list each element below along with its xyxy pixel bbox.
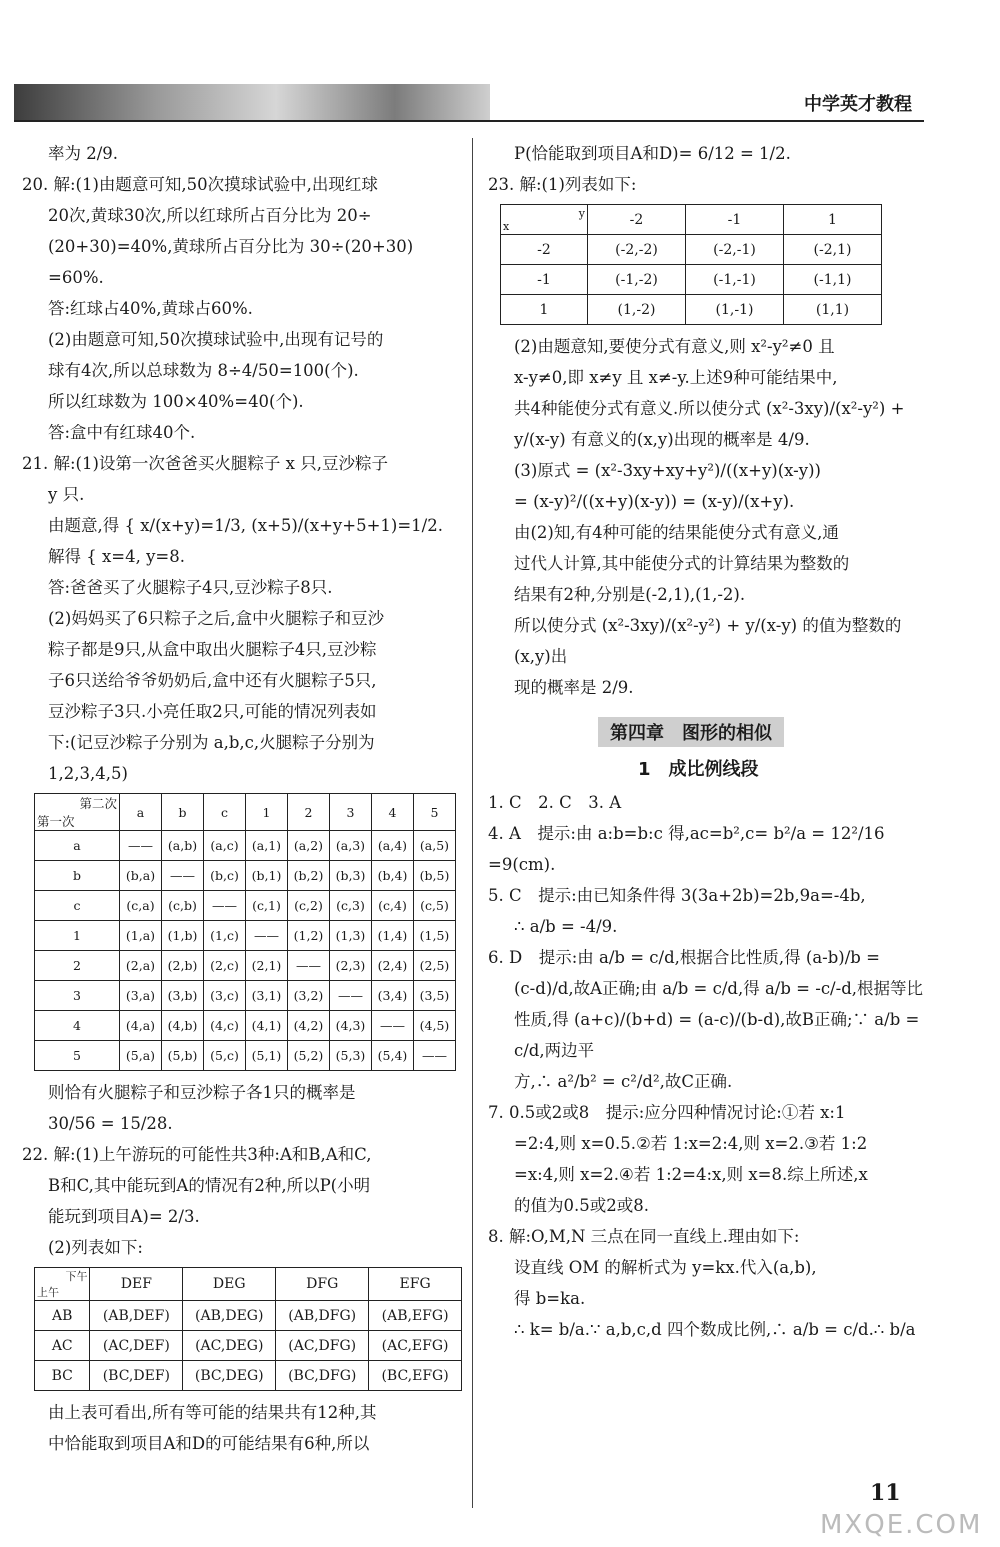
text-line: 答:爸爸买了火腿粽子4只,豆沙粽子8只. xyxy=(48,578,333,597)
table-cell: (2,1) xyxy=(246,951,288,981)
text-line: 答:盒中有红球40个. xyxy=(48,423,196,442)
table-cell: (-2,1) xyxy=(784,235,882,265)
text-line: 球有4次,所以总球数为 8÷4/50=100(个). xyxy=(48,361,359,380)
column-header: 4 xyxy=(372,794,414,831)
text-line: B和C,其中能玩到A的情况有2种,所以P(小明 xyxy=(48,1176,371,1195)
table-row xyxy=(35,891,456,921)
table-cell: (2,4) xyxy=(372,951,414,981)
table-cell: (3,a) xyxy=(120,981,162,1011)
table-cell: (3,2) xyxy=(288,981,330,1011)
table-cell: (c,2) xyxy=(288,891,330,921)
table-cell: (4,c) xyxy=(204,1011,246,1041)
table-cell: (3,b) xyxy=(162,981,204,1011)
table-q23 xyxy=(500,204,882,325)
text-line: 结果有2种,分别是(-2,1),(1,-2). xyxy=(514,585,746,604)
table-cell: (c,3) xyxy=(330,891,372,921)
table-cell: (1,b) xyxy=(162,921,204,951)
table-cell: —— xyxy=(120,831,162,861)
table-cell: (5,4) xyxy=(372,1041,414,1071)
row-header: -2 xyxy=(501,235,588,265)
text-line: 由上表可看出,所有等可能的结果共有12种,其 xyxy=(48,1403,377,1422)
row-header: BC xyxy=(35,1361,90,1391)
text-line: 中恰能取到项目A和D的可能结果有6种,所以 xyxy=(48,1434,370,1453)
column-header: 3 xyxy=(330,794,372,831)
table-cell: (5,c) xyxy=(204,1041,246,1071)
table-row xyxy=(35,951,456,981)
table-cell: (1,2) xyxy=(288,921,330,951)
text-line: 5. C 提示:由已知条件得 3(3a+2b)=2b,9a=-4b, xyxy=(488,886,866,905)
text-line: 所以使分式 (x²-3xy)/(x²-y²) + y/(x-y) 的值为整数的(x,y)出 xyxy=(514,616,902,666)
text-line: 设直线 OM 的解析式为 y=kx.代入(a,b), xyxy=(514,1258,817,1277)
table-row xyxy=(35,981,456,1011)
column-header: b xyxy=(162,794,204,831)
row-header: 3 xyxy=(35,981,120,1011)
table-cell: (b,c) xyxy=(204,861,246,891)
table-cell: (3,1) xyxy=(246,981,288,1011)
table-cell: (3,5) xyxy=(414,981,456,1011)
table-row xyxy=(501,235,882,265)
row-header: 2 xyxy=(35,951,120,981)
text-line: 6. D 提示:由 a/b = c/d,根据合比性质,得 (a-b)/b = xyxy=(488,948,880,967)
column-header: -2 xyxy=(588,205,686,235)
column-header: 1 xyxy=(784,205,882,235)
table-row xyxy=(501,295,882,325)
text-line: (2)列表如下: xyxy=(48,1238,143,1257)
text-line: (2)由题意可知,50次摸球试验中,出现有记号的 xyxy=(48,330,384,349)
table-cell: —— xyxy=(246,921,288,951)
watermark: MXQE.COM xyxy=(820,1510,983,1540)
text-line: 答:红球占40%,黄球占60%. xyxy=(48,299,253,318)
table-row xyxy=(35,831,456,861)
row-header: b xyxy=(35,861,120,891)
column-header: c xyxy=(204,794,246,831)
table-cell: (3,4) xyxy=(372,981,414,1011)
text-line: P(恰能取到项目A和D)= 6/12 = 1/2. xyxy=(514,144,791,163)
table-cell: (c,4) xyxy=(372,891,414,921)
row-header: -1 xyxy=(501,265,588,295)
table-cell: (1,4) xyxy=(372,921,414,951)
table-row xyxy=(35,1331,462,1361)
table-cell: (2,a) xyxy=(120,951,162,981)
text-line: 子6只送给爷爷奶奶后,盒中还有火腿粽子5只, xyxy=(48,671,377,690)
row-header: 1 xyxy=(501,295,588,325)
table-cell: (4,3) xyxy=(330,1011,372,1041)
table-cell: (AB,DEG) xyxy=(183,1301,276,1331)
table-cell: (1,3) xyxy=(330,921,372,951)
table-row xyxy=(35,1301,462,1331)
right-column xyxy=(488,138,928,1345)
table-cell: (c,b) xyxy=(162,891,204,921)
row-header: 5 xyxy=(35,1041,120,1071)
table-cell: (a,1) xyxy=(246,831,288,861)
table-cell: (5,3) xyxy=(330,1041,372,1071)
text-line: 1,2,3,4,5) xyxy=(48,764,128,783)
text-line: 7. 0.5或2或8 提示:应分四种情况讨论:①若 x:1 xyxy=(488,1103,846,1122)
column-header: 1 xyxy=(246,794,288,831)
table-cell: —— xyxy=(414,1041,456,1071)
table-cell: (a,4) xyxy=(372,831,414,861)
table-cell: (BC,DFG) xyxy=(276,1361,369,1391)
table-cell: (b,2) xyxy=(288,861,330,891)
left-text-block-3 xyxy=(22,1397,462,1459)
text-line: 30/56 = 15/28. xyxy=(48,1114,173,1133)
table-cell: (2,b) xyxy=(162,951,204,981)
text-line: 23. 解:(1)列表如下: xyxy=(488,175,637,194)
text-line: 得 b=ka. xyxy=(514,1289,586,1308)
table-cell: (-2,-2) xyxy=(588,235,686,265)
text-line: x-y≠0,即 x≠y 且 x≠-y.上述9种可能结果中, xyxy=(514,368,838,387)
table-cell: (1,-2) xyxy=(588,295,686,325)
table-cell: (4,a) xyxy=(120,1011,162,1041)
table-cell: (AC,EFG) xyxy=(369,1331,462,1361)
table-cell: (a,5) xyxy=(414,831,456,861)
table-cell: —— xyxy=(204,891,246,921)
text-line: 8. 解:O,M,N 三点在同一直线上.理由如下: xyxy=(488,1227,800,1246)
table-cell: (b,4) xyxy=(372,861,414,891)
column-header: a xyxy=(120,794,162,831)
row-header: 4 xyxy=(35,1011,120,1041)
text-line: 所以红球数为 100×40%=40(个). xyxy=(48,392,304,411)
row-header: AB xyxy=(35,1301,90,1331)
text-line: =60%. xyxy=(48,268,104,287)
table-cell: (AB,DFG) xyxy=(276,1301,369,1331)
text-line: 过代人计算,其中能使分式的计算结果为整数的 xyxy=(514,554,850,573)
table-cell: (5,b) xyxy=(162,1041,204,1071)
text-line: 粽子都是9只,从盒中取出火腿粽子4只,豆沙粽 xyxy=(48,640,377,659)
text-line: 21. 解:(1)设第一次爸爸买火腿粽子 x 只,豆沙粽子 xyxy=(22,454,388,473)
table-cell: (1,a) xyxy=(120,921,162,951)
table-cell: (2,c) xyxy=(204,951,246,981)
table-cell: (AC,DFG) xyxy=(276,1331,369,1361)
table-cell: (a,b) xyxy=(162,831,204,861)
text-line: 豆沙粽子3只.小亮任取2只,可能的情况列表如 xyxy=(48,702,377,721)
table-cell: (-1,1) xyxy=(784,265,882,295)
table-cell: (-1,-2) xyxy=(588,265,686,295)
column-header: DEG xyxy=(183,1268,276,1301)
table-cell: (AB,DEF) xyxy=(90,1301,183,1331)
header-title: 中学英才教程 xyxy=(804,94,912,115)
column-header: EFG xyxy=(369,1268,462,1301)
corner-bottom-label: x xyxy=(503,219,510,233)
text-line: 性质,得 (a+c)/(b+d) = (a-c)/(b-d),故B正确;∵ a/b = c/d,两边平 xyxy=(514,1010,920,1060)
table-row xyxy=(35,1041,456,1071)
text-line: 的值为0.5或2或8. xyxy=(514,1196,649,1215)
table-cell: (5,1) xyxy=(246,1041,288,1071)
text-line: =2:4,则 x=0.5.②若 1:x=2:4,则 x=2.③若 1:2 xyxy=(514,1134,868,1153)
table-row xyxy=(35,861,456,891)
table-cell: (b,5) xyxy=(414,861,456,891)
text-line: 由题意,得 { x/(x+y)=1/3, (x+5)/(x+y+5+1)=1/2. 解得 { x=4, y=8. xyxy=(48,516,443,566)
text-line: 能玩到项目A)= 2/3. xyxy=(48,1207,200,1226)
table-cell: (4,b) xyxy=(162,1011,204,1041)
table-cell: (1,1) xyxy=(784,295,882,325)
text-line: 由(2)知,有4种可能的结果能使分式有意义,通 xyxy=(514,523,839,542)
text-line: ∴ a/b = -4/9. xyxy=(514,917,618,936)
text-line: (2)由题意知,要使分式有意义,则 x²-y²≠0 且 xyxy=(514,337,835,356)
table-corner-cell xyxy=(501,205,588,235)
row-header: 1 xyxy=(35,921,120,951)
table-cell: (c,1) xyxy=(246,891,288,921)
page-number: 11 xyxy=(870,1480,901,1506)
table-q21 xyxy=(34,793,456,1071)
text-line: 4. A 提示:由 a:b=b:c 得,ac=b²,c= b²/a = 12²/16 =9(cm). xyxy=(488,824,885,874)
table-cell: (1,c) xyxy=(204,921,246,951)
text-line: =x:4,则 x=2.④若 1:2=4:x,则 x=8.综上所述,x xyxy=(514,1165,868,1184)
text-line: 22. 解:(1)上午游玩的可能性共3种:A和B,A和C, xyxy=(22,1145,372,1164)
column-header: DEF xyxy=(90,1268,183,1301)
table-corner-cell xyxy=(35,1268,90,1301)
table-cell: (b,3) xyxy=(330,861,372,891)
chapter-title: 第四章 图形的相似 xyxy=(598,717,784,747)
corner-top-label: 下午 xyxy=(65,1270,88,1283)
table-row xyxy=(501,265,882,295)
text-line: 则恰有火腿粽子和豆沙粽子各1只的概率是 xyxy=(48,1083,356,1102)
table-cell: (5,2) xyxy=(288,1041,330,1071)
table-cell: (-2,-1) xyxy=(686,235,784,265)
text-line: (c-d)/d,故A正确;由 a/b = c/d,得 a/b = -c/-d,根据等比 xyxy=(514,979,923,998)
table-cell: —— xyxy=(162,861,204,891)
table-cell: (1,-1) xyxy=(686,295,784,325)
table-cell: (BC,DEG) xyxy=(183,1361,276,1391)
table-cell: (b,1) xyxy=(246,861,288,891)
table-cell: (c,a) xyxy=(120,891,162,921)
table-cell: (2,3) xyxy=(330,951,372,981)
table-cell: (AB,EFG) xyxy=(369,1301,462,1331)
column-header: -1 xyxy=(686,205,784,235)
section-title: 1 成比例线段 xyxy=(638,759,759,780)
table-cell: —— xyxy=(288,951,330,981)
column-header: DFG xyxy=(276,1268,369,1301)
text-line: 共4种能使分式有意义.所以使分式 (x²-3xy)/(x²-y²) + xyxy=(514,399,905,418)
table-cell: (4,1) xyxy=(246,1011,288,1041)
table-corner-cell xyxy=(35,794,120,831)
text-line: 率为 2/9. xyxy=(48,144,119,163)
column-header: 2 xyxy=(288,794,330,831)
table-cell: (-1,-1) xyxy=(686,265,784,295)
table-cell: (BC,EFG) xyxy=(369,1361,462,1391)
table-cell: (BC,DEF) xyxy=(90,1361,183,1391)
corner-bottom-label: 上午 xyxy=(37,1286,59,1299)
corner-top-label: y xyxy=(578,206,585,220)
corner-bottom-label: 第一次 xyxy=(37,814,75,829)
text-line: (2)妈妈买了6只粽子之后,盒中火腿粽子和豆沙 xyxy=(48,609,385,628)
corner-top-label: 第二次 xyxy=(79,796,117,811)
header-decoration xyxy=(14,84,490,122)
left-text-block-1 xyxy=(22,138,462,789)
column-header: 5 xyxy=(414,794,456,831)
table-cell: (3,c) xyxy=(204,981,246,1011)
table-row xyxy=(35,1011,456,1041)
text-line: y/(x-y) 有意义的(x,y)出现的概率是 4/9. xyxy=(514,430,810,449)
table-cell: (AC,DEG) xyxy=(183,1331,276,1361)
text-line: 方,∴ a²/b² = c²/d²,故C正确. xyxy=(514,1072,733,1091)
right-text-block-3 xyxy=(488,787,928,1345)
table-cell: (AC,DEF) xyxy=(90,1331,183,1361)
left-text-block-2 xyxy=(22,1077,462,1263)
text-line: (3)原式 = (x²-3xy+xy+y²)/((x+y)(x-y)) xyxy=(514,461,821,480)
text-line: y 只. xyxy=(48,485,85,504)
table-cell: (a,3) xyxy=(330,831,372,861)
header-rule xyxy=(14,120,924,122)
left-column xyxy=(22,138,462,1459)
table-cell: (c,5) xyxy=(414,891,456,921)
row-header: c xyxy=(35,891,120,921)
table-row xyxy=(35,921,456,951)
row-header: a xyxy=(35,831,120,861)
text-line: (20+30)=40%,黄球所占百分比为 30÷(20+30) xyxy=(48,237,414,256)
text-line: ∴ k= b/a.∵ a,b,c,d 四个数成比例,∴ a/b = c/d.∴ b/a xyxy=(514,1320,916,1339)
right-text-block-2 xyxy=(488,331,928,703)
text-line: 下:(记豆沙粽子分别为 a,b,c,火腿粽子分别为 xyxy=(48,733,375,752)
table-cell: —— xyxy=(372,1011,414,1041)
table-cell: (a,c) xyxy=(204,831,246,861)
text-line: 现的概率是 2/9. xyxy=(514,678,634,697)
table-row xyxy=(35,1361,462,1391)
table-cell: (4,2) xyxy=(288,1011,330,1041)
table-cell: (b,a) xyxy=(120,861,162,891)
column-divider xyxy=(472,138,473,1508)
row-header: AC xyxy=(35,1331,90,1361)
table-cell: (a,2) xyxy=(288,831,330,861)
text-line: 1. C 2. C 3. A xyxy=(488,793,622,812)
table-q22 xyxy=(34,1267,462,1391)
table-cell: (5,a) xyxy=(120,1041,162,1071)
text-line: 20. 解:(1)由题意可知,50次摸球试验中,出现红球 xyxy=(22,175,378,194)
right-text-block-1 xyxy=(488,138,928,200)
table-cell: (1,5) xyxy=(414,921,456,951)
table-cell: (2,5) xyxy=(414,951,456,981)
text-line: 20次,黄球30次,所以红球所占百分比为 20÷ xyxy=(48,206,372,225)
table-cell: (4,5) xyxy=(414,1011,456,1041)
text-line: = (x-y)²/((x+y)(x-y)) = (x-y)/(x+y). xyxy=(514,492,795,511)
table-cell: —— xyxy=(330,981,372,1011)
